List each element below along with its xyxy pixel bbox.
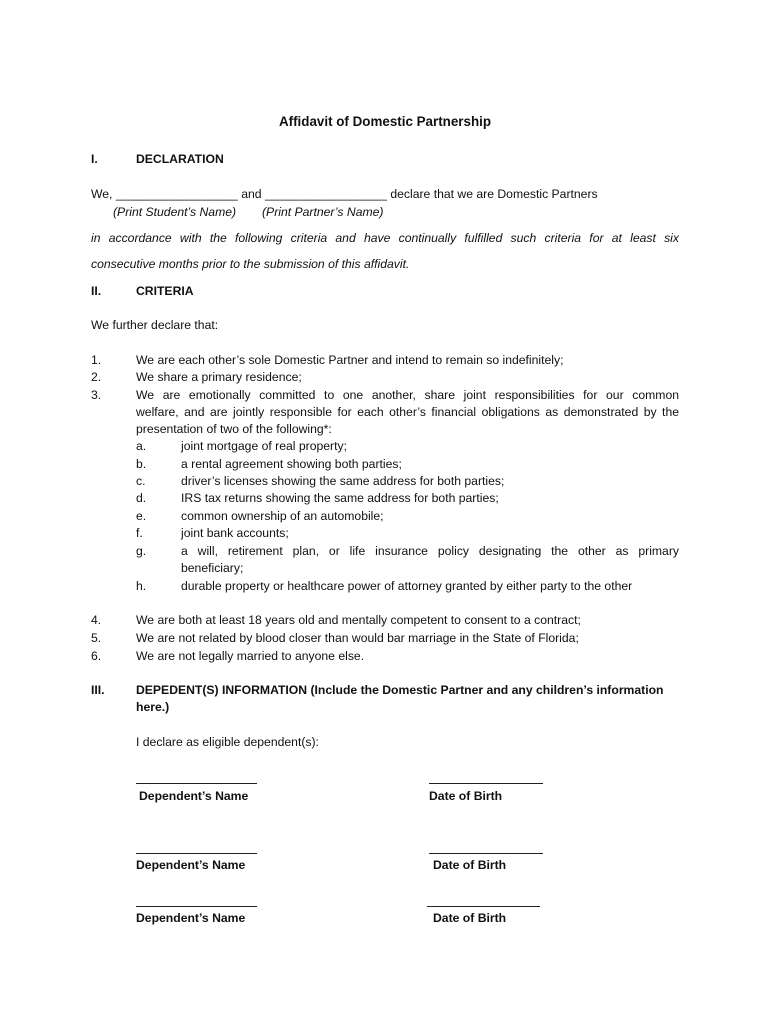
dependent-name-signature-line[interactable] (136, 853, 257, 854)
sub-item: common ownership of an automobile; (181, 509, 384, 523)
section-heading-declaration: DECLARATION (136, 152, 224, 166)
list-item: We are each other’s sole Domestic Partner and intend to remain so indefinitely; (136, 353, 564, 367)
sub-item: durable property or healthcare power of attorney granted by either party to the other (181, 579, 633, 593)
partner-name-label: (Print Partner’s Name) (262, 205, 384, 219)
criteria-statement-line1: in accordance with the following criteria and have continually fulfilled such criteria for at least six (91, 231, 679, 245)
list-item-number: 2. (91, 370, 102, 384)
dependent-name-signature-line[interactable] (136, 783, 257, 784)
list-item-number: 3. (91, 388, 102, 402)
sub-item: joint bank accounts; (181, 526, 289, 540)
date-of-birth-signature-line[interactable] (429, 783, 543, 784)
dependents-intro: I declare as eligible dependent(s): (136, 735, 319, 749)
dependent-name-label: Dependent’s Name (139, 789, 249, 803)
date-of-birth-signature-line[interactable] (427, 906, 540, 907)
list-item-number: 5. (91, 631, 102, 645)
dependent-name-label: Dependent’s Name (136, 858, 246, 872)
sub-item-letter: e. (136, 509, 147, 523)
list-item: welfare, and are jointly responsible for each other’s financial obligations as demonstrated by the (136, 405, 679, 419)
sub-item-letter: d. (136, 491, 147, 505)
section-numeral: I. (91, 152, 98, 166)
dependent-name-signature-line[interactable] (136, 906, 257, 907)
list-item: presentation of two of the following*: (136, 422, 332, 436)
list-item-number: 6. (91, 649, 102, 663)
sub-item: beneficiary; (181, 561, 244, 575)
list-item: We are not legally married to anyone else. (136, 649, 365, 663)
list-item: We are not related by blood closer than would bar marriage in the State of Florida; (136, 631, 579, 645)
sub-item: driver’s licenses showing the same address for both parties; (181, 474, 505, 488)
date-of-birth-label: Date of Birth (429, 789, 503, 803)
sub-item-letter: f. (136, 526, 143, 540)
list-item-number: 1. (91, 353, 102, 367)
dependent-name-label: Dependent’s Name (136, 911, 246, 925)
document-title: Affidavit of Domestic Partnership (278, 114, 492, 129)
sub-item-letter: a. (136, 439, 147, 453)
date-of-birth-label: Date of Birth (433, 858, 507, 872)
list-item: We share a primary residence; (136, 370, 302, 384)
list-item-number: 4. (91, 613, 102, 627)
sub-item-letter: c. (136, 474, 146, 488)
sub-item: joint mortgage of real property; (181, 439, 347, 453)
student-name-label: (Print Student’s Name) (113, 205, 237, 219)
sub-item: a rental agreement showing both parties; (181, 457, 402, 471)
sub-item: a will, retirement plan, or life insurance policy designating the other as primary (181, 544, 679, 558)
criteria-statement-line2: consecutive months prior to the submission of this affidavit. (91, 257, 410, 271)
criteria-intro: We further declare that: (91, 318, 219, 332)
sub-item-letter: b. (136, 457, 147, 471)
section-heading-dependents-cont: here.) (136, 700, 170, 714)
declaration-line: We, __________________ and __________________ declare that we are Domestic Partners (91, 187, 598, 201)
section-numeral: III. (91, 683, 105, 697)
sub-item-letter: g. (136, 544, 147, 558)
section-heading-criteria: CRITERIA (136, 284, 194, 298)
date-of-birth-label: Date of Birth (433, 911, 507, 925)
section-heading-dependents: DEPEDENT(S) INFORMATION (Include the Domestic Partner and any children’s information (136, 683, 664, 697)
sub-item: IRS tax returns showing the same address for both parties; (181, 491, 499, 505)
date-of-birth-signature-line[interactable] (429, 853, 543, 854)
sub-item-letter: h. (136, 579, 147, 593)
section-numeral: II. (91, 284, 102, 298)
list-item: We are both at least 18 years old and mentally competent to consent to a contract; (136, 613, 581, 627)
list-item: We are emotionally committed to one another, share joint responsibilities for our common (136, 388, 679, 402)
